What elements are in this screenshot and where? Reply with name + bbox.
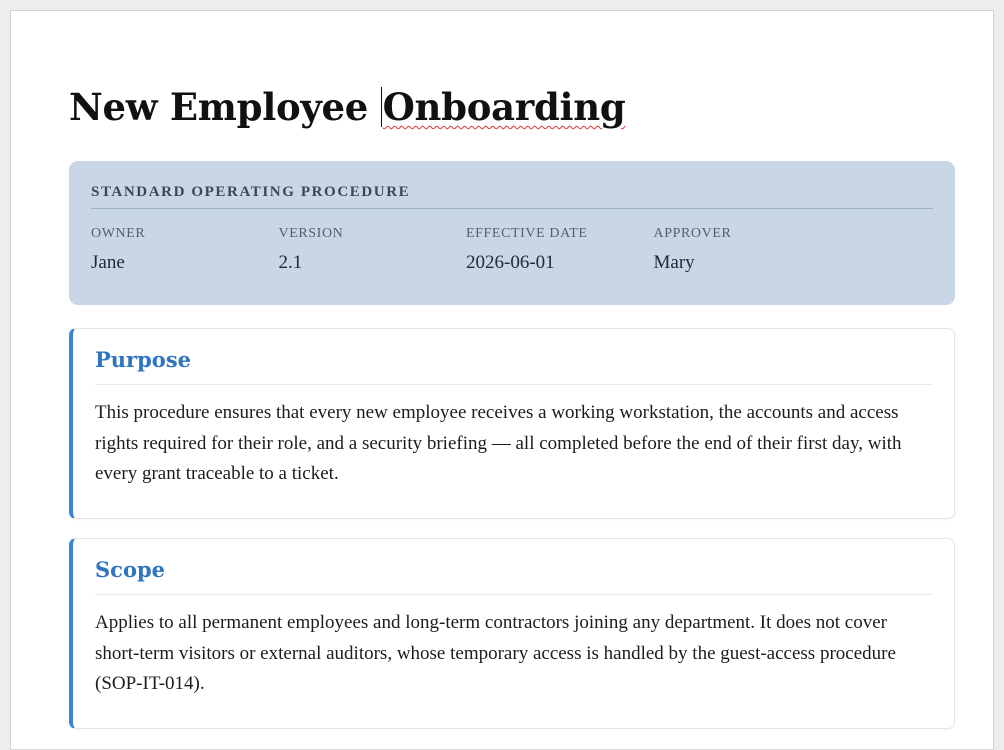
meta-approver (654, 225, 842, 275)
section-purpose-title[interactable]: Purpose (95, 345, 932, 385)
section-scope-body[interactable]: Applies to all permanent employees and long-term contractors joining any department. It does not cover short-term visitors or external auditors, whose temporary access is handled by the guest-access procedure (SOP-IT-014). (95, 612, 896, 694)
meta-version (279, 225, 467, 275)
section-purpose (69, 328, 955, 519)
document-title[interactable] (69, 83, 625, 131)
meta-effective-date-label: EFFECTIVE DATE (466, 226, 588, 241)
meta-effective-date-value[interactable]: 2026-06-01 (466, 252, 555, 273)
section-purpose-body[interactable]: This procedure ensures that every new employee receives a working workstation, the accounts and access rights required for their role, and a security briefing — all completed before the end of their first day, with every grant traceable to a ticket. (95, 402, 902, 484)
meta-owner (91, 225, 279, 275)
section-scope (69, 538, 955, 729)
sop-metadata-heading: STANDARD OPERATING PROCEDURE (91, 183, 933, 209)
section-scope-title[interactable]: Scope (95, 555, 932, 595)
meta-version-value[interactable]: 2.1 (278, 252, 303, 273)
meta-owner-label: OWNER (91, 226, 146, 241)
sop-metadata-card (69, 161, 955, 305)
title-word-2-misspelled[interactable]: Onboarding (382, 85, 626, 129)
meta-version-label: VERSION (278, 226, 344, 241)
document-page (10, 10, 994, 750)
meta-approver-value[interactable]: Mary (653, 252, 695, 273)
title-word-1: New Employee (69, 85, 369, 129)
text-cursor (381, 87, 382, 127)
meta-approver-label: APPROVER (653, 226, 732, 241)
meta-effective-date (466, 225, 654, 275)
sop-metadata-grid (91, 225, 933, 275)
meta-owner-value[interactable]: Jane (91, 252, 125, 273)
